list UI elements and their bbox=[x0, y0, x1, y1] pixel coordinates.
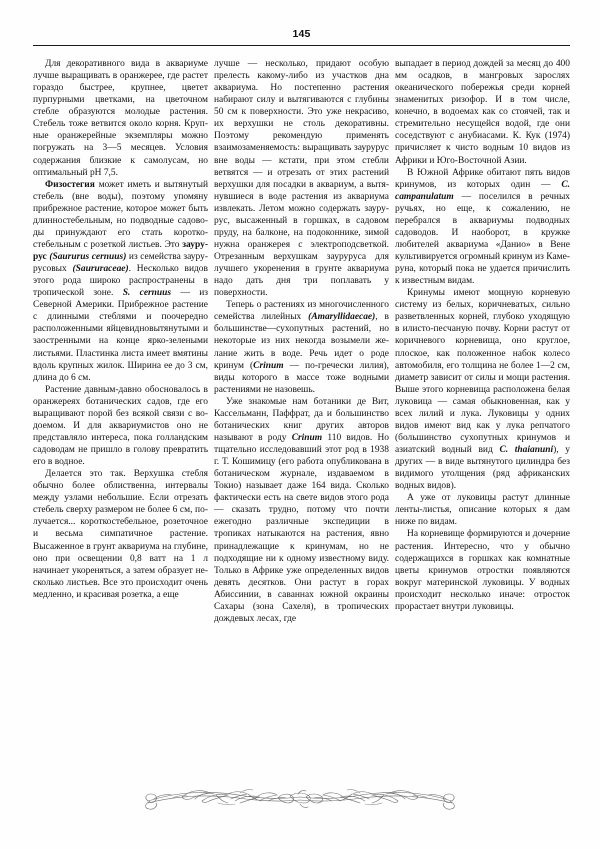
paragraph bbox=[33, 58, 208, 179]
paragraph bbox=[33, 468, 208, 601]
page-header bbox=[33, 28, 570, 50]
text-run: . Несколько видов этого рода широко распространены в тропической зоне. bbox=[33, 264, 208, 299]
text-run: C. campanulatum bbox=[395, 179, 570, 202]
text-run: Кринумы имеют мощную корневую систему из белых, коричневатых, сильно разветвленных корней, глубоко уходящую в илисто-песчаную почву. Корни растут от коричневого корневища, оно круглое, плоское, как положенное набок колесо автомобиля, его толщина не более 1—2 см, диаметр зависит от силы и мощи растения. Выше этого корневища расположена белая луковица — самая обыкновенная, как у всех лилий и лука. Луковицы у одних видов имеют вид как у лука репчатого (большинство сухопутных кринумов и азиатский водный вид bbox=[395, 288, 570, 455]
text-run: ), у других — в виде вытянутого цилиндра без видимого утолщения (ряд африканских водных видов). bbox=[395, 445, 570, 492]
floral-filigree-divider-icon bbox=[140, 782, 460, 816]
text-column-3 bbox=[395, 58, 570, 613]
text-column-1 bbox=[33, 58, 208, 601]
text-run: Crinum bbox=[291, 432, 323, 443]
paragraph bbox=[395, 287, 570, 492]
text-run: Физостегия bbox=[45, 179, 95, 190]
text-run: — из Северной Америки. Прибрежное растение с длинными стеблями и поочередно расположенными яйцевидновытянутыми и заостренными на конце ярко-зелеными листьями. Пластинка листа имеет вмятины вдоль крупных жилок. Ширина ее до 3 см, длина до 6 см. bbox=[33, 288, 209, 383]
paragraph bbox=[214, 396, 389, 625]
text-column-2 bbox=[214, 58, 389, 625]
text-columns bbox=[33, 58, 570, 758]
text-run: S. cernuus bbox=[122, 288, 172, 299]
paragraph bbox=[214, 58, 389, 299]
text-run: , в большинстве—сухопутных растений, но некоторые из них некогда возымели желание жить в воде. Речь идет о роде кринум ( bbox=[214, 312, 389, 371]
text-run: (Amaryllidaeсae) bbox=[308, 312, 376, 323]
paragraph bbox=[395, 167, 570, 288]
text-run: C. thaianuni bbox=[499, 445, 554, 455]
text-run: (Saururaceae) bbox=[72, 264, 129, 275]
text-run: выпадает в период дождей за месяц до 400 мм осадков, в мангровых зарослях океанического побережья среди корней знаменитых ризофор. И в том числе, конечно, в водоемах как со стоячей, так и стремительно несущейся водой, где они соседствуют с анубиасами. К. Кук (1974) причисляет к чисто водным 10 видов из Африки и Юго-Восточной Азии. bbox=[395, 59, 570, 166]
text-run: — по-гречески лилия), виды которого в массе тоже водными растениями не назовешь. bbox=[214, 360, 389, 395]
text-run: — поселился в речных ручьях, но еще, к сожалению, не перебрался в аквариумы подводных садоводов. И наоборот, в кружке любителей аквариума «Данио» в Вене культивируется огромный кринум из Камеруна, который пока не удается причислить к известным видам. bbox=[395, 191, 570, 287]
paragraph bbox=[395, 528, 570, 612]
page-number: 145 bbox=[292, 28, 311, 40]
text-run: может иметь и вытянутый стебель (вне воды), поэтому упомяну прибрежное растение, которое может быть длинностебельным, но подводные садоводы принуждают его стать короткостебельным с розеткой листьев. Это bbox=[33, 179, 208, 250]
paragraph bbox=[395, 492, 570, 528]
text-run: заурурус bbox=[33, 239, 208, 262]
text-run: Теперь о растениях из многочисленного семейства лилейных bbox=[214, 300, 389, 323]
text-run: 110 видов. Но тщательно исследовавший этот род в 1938 г. Т. Кошимицу (его работа опубликована в ботаническом журнале, издаваемом в Токио) называет даже 164 вида. Сколько фактически есть на свете видов этого рода — сказать трудно, потому что почти ежегодно различные экспедиции в тропиках натыкаются на растения, явно принадлежащие к кринумам, но не подходящие ни к одному известному виду. Только в Африке уже определенных видов девять десятков. Они растут в горах Абиссинии, в саваннах южной окраины Сахары (зона Сахеля), в тропических дождевых лесах, где bbox=[214, 432, 389, 624]
paragraph bbox=[214, 299, 389, 396]
text-run: из семейства заурурусовых bbox=[33, 252, 208, 275]
text-run: Делается это так. Верхушка стебля обычно более облиственна, интервалы между узлами небольшие. Если отрезать стебель сверху размером не более 6 см, получается... короткостебельное, розеточное и весьма симпатичное растение. Высаженное в грунт аквариума на глубине, оно при освещении 0,8 ватт на 1 л начинает укореняться, а затем образует несколько листьев. Все это происходит очень медленно, и красивая розетка, а еще bbox=[33, 469, 208, 600]
header-rule bbox=[33, 45, 570, 46]
paragraph bbox=[33, 179, 208, 384]
text-run: Растение давным-давно обосновалось в оранжереях ботанических садов, где его выращивают порой без всякой связи с водоемом. И для аквариумистов оно не представляло интереса, пока голландским садоводам не пришло в голову превратить его в водное. bbox=[33, 384, 208, 468]
text-run: Уже знакомые нам ботаники де Вит, Кассельманн, Паффрат, да и большинство ботанических книг других авторов называют в роду bbox=[214, 396, 389, 443]
text-run: лучше — несколько, придают особую прелесть какому-либо из участков дна аквариума. Но постепенно растения набирают силу и вытягиваются с глубины 50 см к поверхности. Это уже некрасиво, их верхушки не столь декоративны. Поэтому рекомендую применять взаимозаменяемость: выращивать заурурус вне воды — кстати, при этом стебли ветвятся — и отрезать от этих растений верхушки для посадки в аквариум, а вытянувшиеся в воде растения из аквариума извлекать. Летом можно содержать заурурус, высаженный в горшках, в садовом пруду, на балконе, на подоконнике, зимой нужна оранжерея с электроподсветкой. Отрезанным верхушкам зауруруса для лучшего укоренения в грунте аквариума надо дать дня три поплавать у поверхности. bbox=[214, 59, 389, 299]
text-run: Crinum bbox=[253, 360, 284, 371]
text-run: А уже от луковицы растут длинные ленты-листья, описание которых я дам ниже по видам. bbox=[395, 493, 570, 528]
text-run: На корневище формируются и дочерние растения. Интересно, что у обычно содержащихся в горшках как комнатные цветы кринумов отростки появляются вокруг материнской луковицы. У водных происходит несколько иначе: отросток прорастает внутри луковицы. bbox=[395, 529, 570, 612]
paragraph bbox=[33, 384, 208, 468]
text-run: Для декоративного вида в аквариуме лучше выращивать в оранжерее, где растет гораздо быстрее, крупнее, цветет пурпурными цветками, на цветочном стебле образуются молодые растения. Стебель тоже ветвится около корня. Крупные оранжерейные экземпляры можно погружать на 3—5 месяцев. Условия содержания близкие к самолусам, но оптимальный рН 7,5. bbox=[33, 59, 208, 178]
text-run: В Южной Африке обитают пять видов кринумов, из которых один — bbox=[395, 167, 570, 190]
paragraph bbox=[395, 58, 570, 167]
text-run: (Saururus cernuus) bbox=[49, 252, 127, 262]
